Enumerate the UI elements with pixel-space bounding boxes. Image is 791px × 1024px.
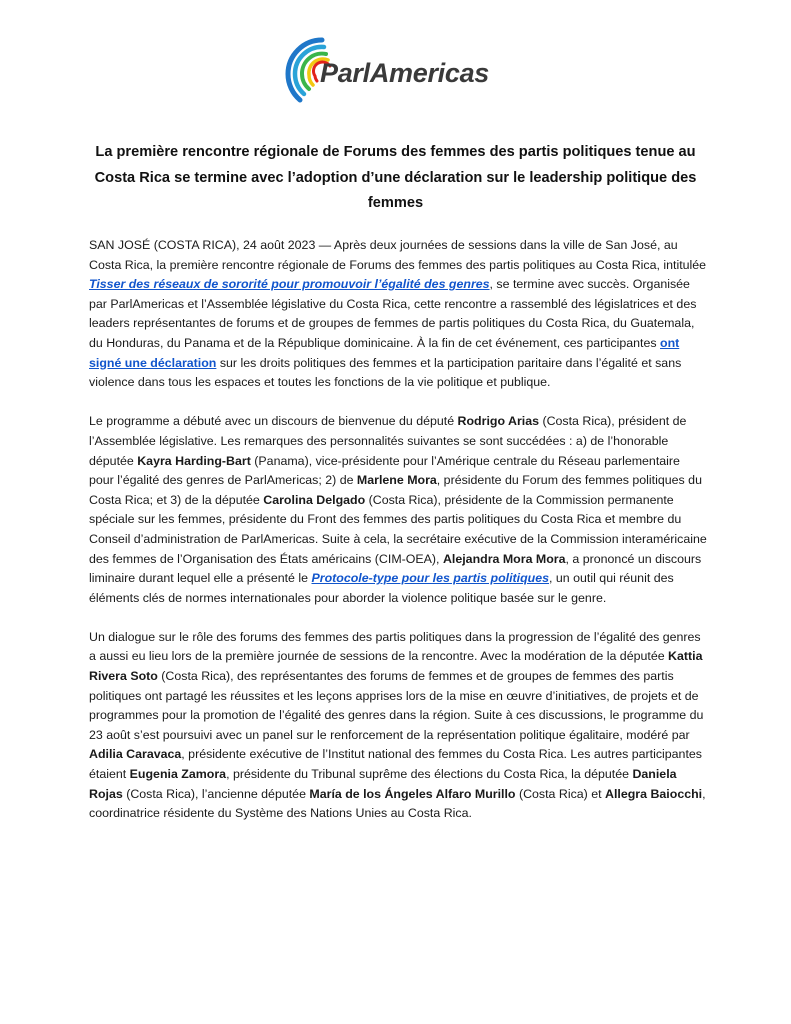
paragraph-3: Un dialogue sur le rôle des forums des femmes des partis politiques dans la progression de l’égalité des genres a aussi eu lieu lors de la première journée de sessions de la rencontre. Avec la modération de la députée Kattia Rivera Soto (Costa Rica), des représentantes des forums de femmes et de groupes de femmes des partis politiques ont partagé les réussites et les leçons apprises lors de la mise en œuvre d’initiatives, de projets et de programmes pour la promotion de l’égalité des genres dans la région. Suite à ces discussions, le programme du 23 août s’est poursuivi avec un panel sur le renforcement de la représentation politique égalitaire, modéré par Adilia Caravaca, présidente exécutive de l’Institut national des femmes du Costa Rica. Les autres participantes étaient Eugenia Zamora, présidente du Tribunal suprême des élections du Costa Rica, la députée Daniela Rojas (Costa Rica), l’ancienne députée María de los Ángeles Alfaro Murillo (Costa Rica) et Allegra Baiocchi, coordinatrice résidente du Système des Nations Unies au Costa Rica. <box>89 629 706 821</box>
person-name: Eugenia Zamora <box>129 767 227 782</box>
person-name: Kattia Rivera Soto <box>89 649 703 684</box>
person-name: Carolina Delgado <box>263 492 366 507</box>
article-body <box>89 236 707 843</box>
logo-wordmark: ParlAmericas <box>320 58 490 88</box>
paragraph-1: SAN JOSÉ (COSTA RICA), 24 août 2023 — Après deux journées de sessions dans la ville de San José, au Costa Rica, la première rencontre régionale de Forums des femmes des partis politiques au Costa Rica, intitulée Tisser des réseaux de sororité pour promouvoir l’égalité des genres, se termine avec succès. Organisée par ParlAmericas et l’Assemblée législative du Costa Rica, cette rencontre a rassemblé des législatrices et des leaders représentantes de forums et de groupes de femmes de partis politiques du Costa Rica, du Guatemala, du Honduras, du Panama et de la République dominicaine. À la fin de cet événement, ces participantes ont signé une déclaration sur les droits politiques des femmes et la participation paritaire dans l’égalité et sans violence dans tous les espaces et toutes les fonctions de la vie politique et publique. <box>89 238 707 390</box>
person-name: Adilia Caravaca <box>89 747 182 762</box>
person-name: Marlene Mora <box>356 473 437 488</box>
declaration-link[interactable]: ont signé une déclaration <box>89 335 680 370</box>
person-name: Allegra Baiocchi <box>605 786 703 801</box>
protocol-link[interactable]: Protocole-type pour les partis politiques <box>311 571 550 586</box>
parlamericas-logo <box>282 30 522 110</box>
press-release-headline: La première rencontre régionale de Forums des femmes des partis politiques tenue au Costa Rica se termine avec l’adoption d’une déclaration sur le leadership politique des femmes <box>94 144 697 211</box>
person-name: Rodrigo Arias <box>457 414 539 429</box>
person-name: Daniela Rojas <box>89 767 677 801</box>
person-name: Alejandra Mora Mora <box>442 551 566 566</box>
person-name: María de los Ángeles Alfaro Murillo <box>309 786 516 801</box>
event-title-link[interactable]: Tisser des réseaux de sororité pour promouvoir l’égalité des genres <box>89 277 490 292</box>
person-name: Kayra Harding-Bart <box>137 453 251 468</box>
paragraph-2: Le programme a débuté avec un discours de bienvenue du député Rodrigo Arias (Costa Rica), président de l’Assemblée législative. Les remarques des personnalités suivantes se sont succédées : a) de l’honorable députée Kayra Harding-Bart (Panama), vice-présidente pour l’Amérique centrale du Réseau parlementaire pour l’égalité des genres de ParlAmericas; 2) de Marlene Mora, présidente du Forum des femmes politiques du Costa Rica; et 3) de la députée Carolina Delgado (Costa Rica), présidente de la Commission permanente spéciale sur les femmes, présidente du Front des femmes des partis politiques du Costa Rica et membre du Conseil d’administration de ParlAmericas. Suite à cela, la secrétaire exécutive de la Commission interaméricaine des femmes de l’Organisation des États américains (CIM-OEA), Alejandra Mora Mora, a prononcé un discours liminaire durant lequel elle a présenté le Protocole-type pour les partis politiques, un outil qui réunit des éléments clés de normes internationales pour aborder la violence politique basée sur le genre. <box>89 414 707 605</box>
